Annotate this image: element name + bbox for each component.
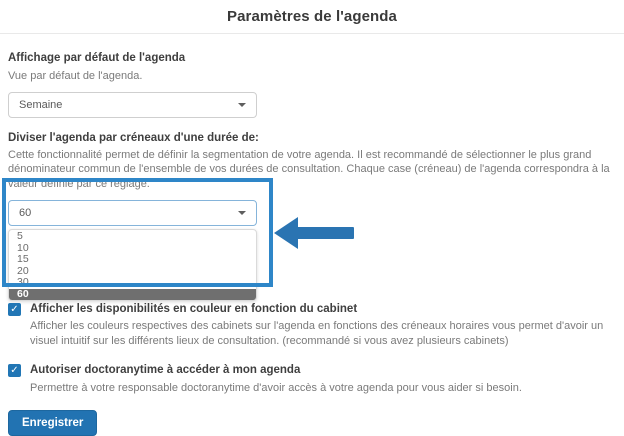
- slot-duration-option[interactable]: 5: [17, 230, 23, 242]
- cabinet-colors-row: [8, 303, 616, 316]
- slot-duration-option[interactable]: 20: [17, 264, 29, 277]
- doctoranytime-access-row: [8, 364, 616, 377]
- save-button[interactable]: Enregistrer: [8, 410, 97, 436]
- slot-duration-description: Cette fonctionnalité permet de définir la segmentation de votre agenda. Il est recommandé de sélectionner le plus grand dénominateur commun de l'ensemble de vos durées de consultation. Chaque case (créneau) de l'agenda correspondra à la valeur définie par ce réglage.: [8, 148, 610, 190]
- default-view-description: Vue par défaut de l'agenda.: [8, 70, 143, 82]
- default-view-select-value: Semaine: [19, 98, 63, 111]
- cabinet-colors-label: Afficher les disponibilités en couleur en fonction du cabinet: [30, 303, 358, 315]
- default-view-select[interactable]: [8, 92, 257, 118]
- settings-content: [0, 52, 624, 436]
- default-view-label: Affichage par défaut de l'agenda: [8, 52, 186, 64]
- page-title: Paramètres de l'agenda: [226, 8, 397, 25]
- cabinet-colors-description: Afficher les couleurs respectives des cabinets sur l'agenda en fonctions des créneaux horaires vous permet d'avoir un visuel intuitif sur les différents lieux de consultation. (recommandé si vous avez plusieurs cabinets): [30, 320, 604, 347]
- cabinet-colors-checkbox[interactable]: [8, 303, 21, 316]
- slot-duration-label: Diviser l'agenda par créneaux d'une durée de:: [8, 131, 259, 144]
- doctoranytime-access-label: Autoriser doctoranytime à accéder à mon agenda: [30, 364, 301, 376]
- checkmark-icon: ✓: [10, 365, 19, 376]
- chevron-down-icon: [238, 103, 246, 107]
- slot-duration-option[interactable]: 30: [17, 276, 29, 288]
- doctoranytime-access-checkbox[interactable]: [8, 364, 21, 377]
- chevron-down-icon: [238, 211, 246, 215]
- slot-duration-option[interactable]: 15: [17, 253, 29, 265]
- page-header: [0, 0, 624, 34]
- annotation-arrow-shaft: [296, 227, 354, 239]
- annotation-arrow-icon: [274, 217, 298, 249]
- slot-duration-select-value: 60: [19, 207, 32, 219]
- slot-duration-option[interactable]: 10: [17, 241, 29, 254]
- doctoranytime-access-description: Permettre à votre responsable doctoranytime d'avoir accès à votre agenda pour vous aider si besoin.: [30, 382, 522, 394]
- slot-duration-options-list: [8, 229, 257, 301]
- checkmark-icon: ✓: [10, 304, 19, 315]
- slot-duration-select[interactable]: [8, 200, 257, 226]
- slot-duration-option[interactable]: 60: [9, 289, 256, 301]
